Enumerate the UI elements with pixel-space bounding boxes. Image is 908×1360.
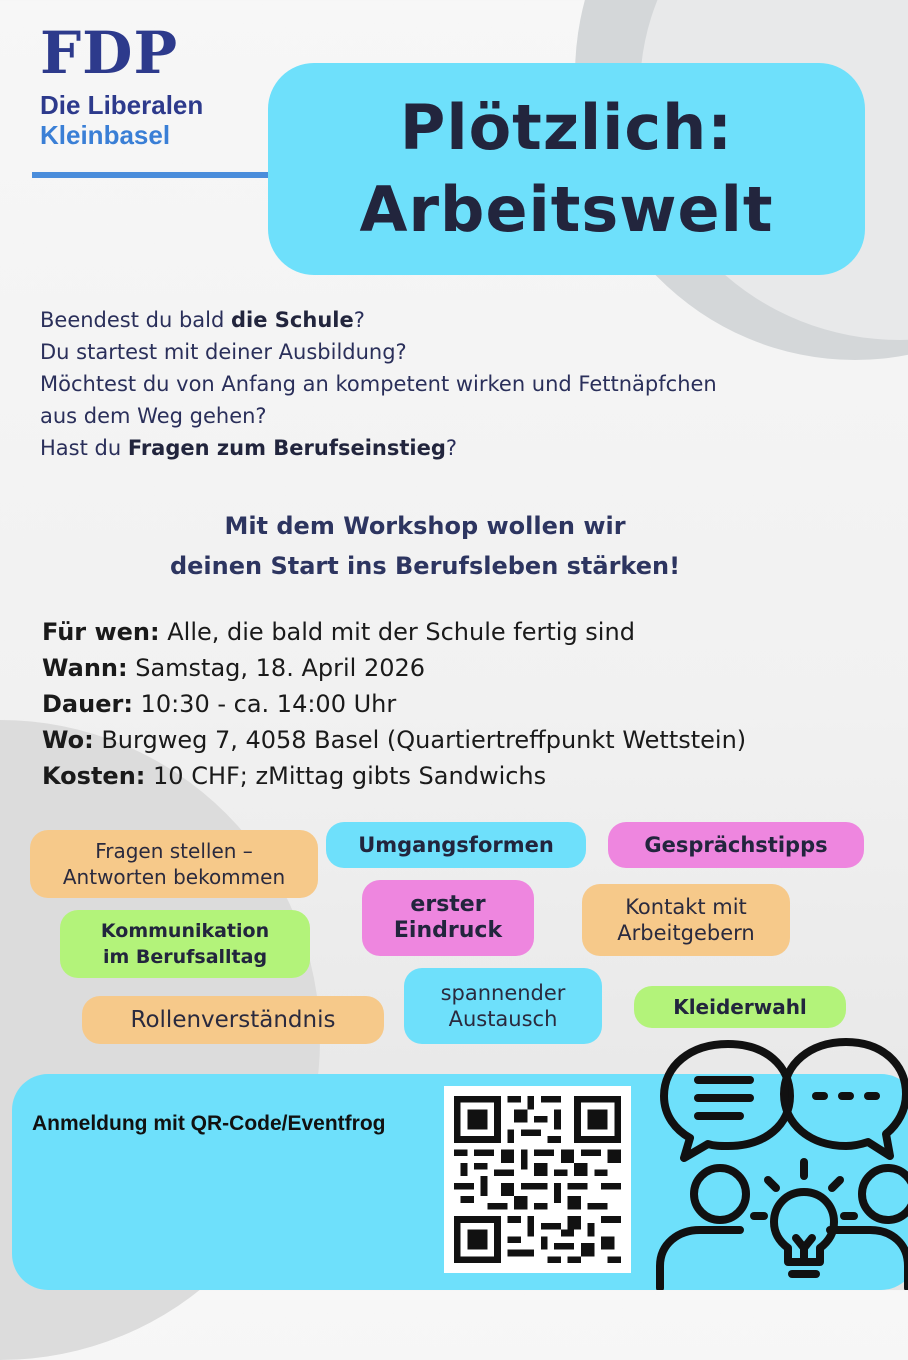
logo-subtitle-line1: Die Liberalen <box>40 90 204 120</box>
qr-code-icon[interactable] <box>444 1086 631 1273</box>
tag-line: Arbeitgebern <box>617 921 755 945</box>
tag-line: Kontakt mit <box>625 895 747 919</box>
intro-q1-text: Beendest du bald <box>40 308 232 332</box>
workshop-tagline <box>0 506 850 586</box>
tag-line: Rollenverständnis <box>130 1007 336 1033</box>
intro-q4-end: ? <box>445 436 458 460</box>
tag-line: im Berufsalltag <box>102 946 268 968</box>
tag-line: Eindruck <box>393 918 503 943</box>
event-details <box>42 614 882 794</box>
intro-question-2: Du startest mit deiner Ausbildung? <box>40 340 407 364</box>
intro-question-3b: aus dem Weg gehen? <box>40 404 267 428</box>
tag-kleiderwahl <box>634 986 846 1028</box>
detail-duration <box>42 686 882 722</box>
tag-rollenverstaendnis <box>82 996 384 1044</box>
detail-label: Kosten: <box>42 762 146 790</box>
tag-line: Gesprächstipps <box>644 833 828 857</box>
detail-cost <box>42 758 882 794</box>
logo-party-name: FDP <box>40 19 179 87</box>
detail-value: Samstag, 18. April 2026 <box>127 654 426 682</box>
tag-spannender-austausch <box>404 968 602 1044</box>
people-chat-idea-icon <box>650 1030 908 1290</box>
title-line-2: Arbeitswelt <box>359 173 774 246</box>
tag-line: Fragen stellen – <box>95 839 253 863</box>
tag-line: Kleiderwahl <box>673 995 807 1019</box>
detail-location <box>42 722 882 758</box>
intro-q1-bold: die Schule <box>231 308 354 332</box>
intro-questions <box>40 304 840 464</box>
tag-line: Antworten bekommen <box>62 865 286 889</box>
tagline-line-2: deinen Start ins Berufsleben stärken! <box>169 552 681 580</box>
logo-subtitle-line2: Kleinbasel <box>40 120 171 150</box>
tag-line: Kommunikation <box>100 920 270 942</box>
title-line-1: Plötzlich: <box>399 91 734 164</box>
tag-gespraechstipps <box>608 822 864 868</box>
tagline-line-1: Mit dem Workshop wollen wir <box>224 512 626 540</box>
intro-q1-end: ? <box>353 308 365 332</box>
fdp-logo <box>40 19 204 150</box>
intro-question-1 <box>40 304 840 336</box>
title-banner <box>268 63 865 275</box>
detail-value: 10 CHF; zMittag gibts Sandwichs <box>145 762 547 790</box>
detail-audience <box>42 614 882 650</box>
detail-label: Wo: <box>42 726 94 754</box>
tag-kommunikation <box>60 910 310 978</box>
registration-text: Anmeldung mit QR-Code/Eventfrog <box>32 1112 386 1135</box>
detail-label: Für wen: <box>42 618 160 646</box>
tag-line: Austausch <box>448 1007 558 1031</box>
detail-value: 10:30 - ca. 14:00 Uhr <box>132 690 397 718</box>
intro-question-4 <box>40 432 840 464</box>
intro-question-3a: Möchtest du von Anfang an kompetent wirken und Fettnäpfchen <box>40 372 717 396</box>
detail-date <box>42 650 882 686</box>
tag-fragen-stellen <box>30 830 318 898</box>
intro-q4-bold: Fragen zum Berufseinstieg <box>127 436 446 460</box>
intro-q4-text: Hast du <box>40 436 128 460</box>
detail-label: Dauer: <box>42 690 133 718</box>
detail-value: Burgweg 7, 4058 Basel (Quartiertreffpunkt Wettstein) <box>93 726 747 754</box>
tag-umgangsformen <box>326 822 586 868</box>
tag-erster-eindruck <box>362 880 534 956</box>
tag-line: spannender <box>440 981 566 1005</box>
detail-label: Wann: <box>42 654 128 682</box>
detail-value: Alle, die bald mit der Schule fertig sind <box>159 618 635 646</box>
tag-line: Umgangsformen <box>358 833 554 857</box>
logo-divider <box>32 172 277 178</box>
tag-kontakt-arbeitgebern <box>582 884 790 956</box>
tag-line: erster <box>410 892 486 917</box>
